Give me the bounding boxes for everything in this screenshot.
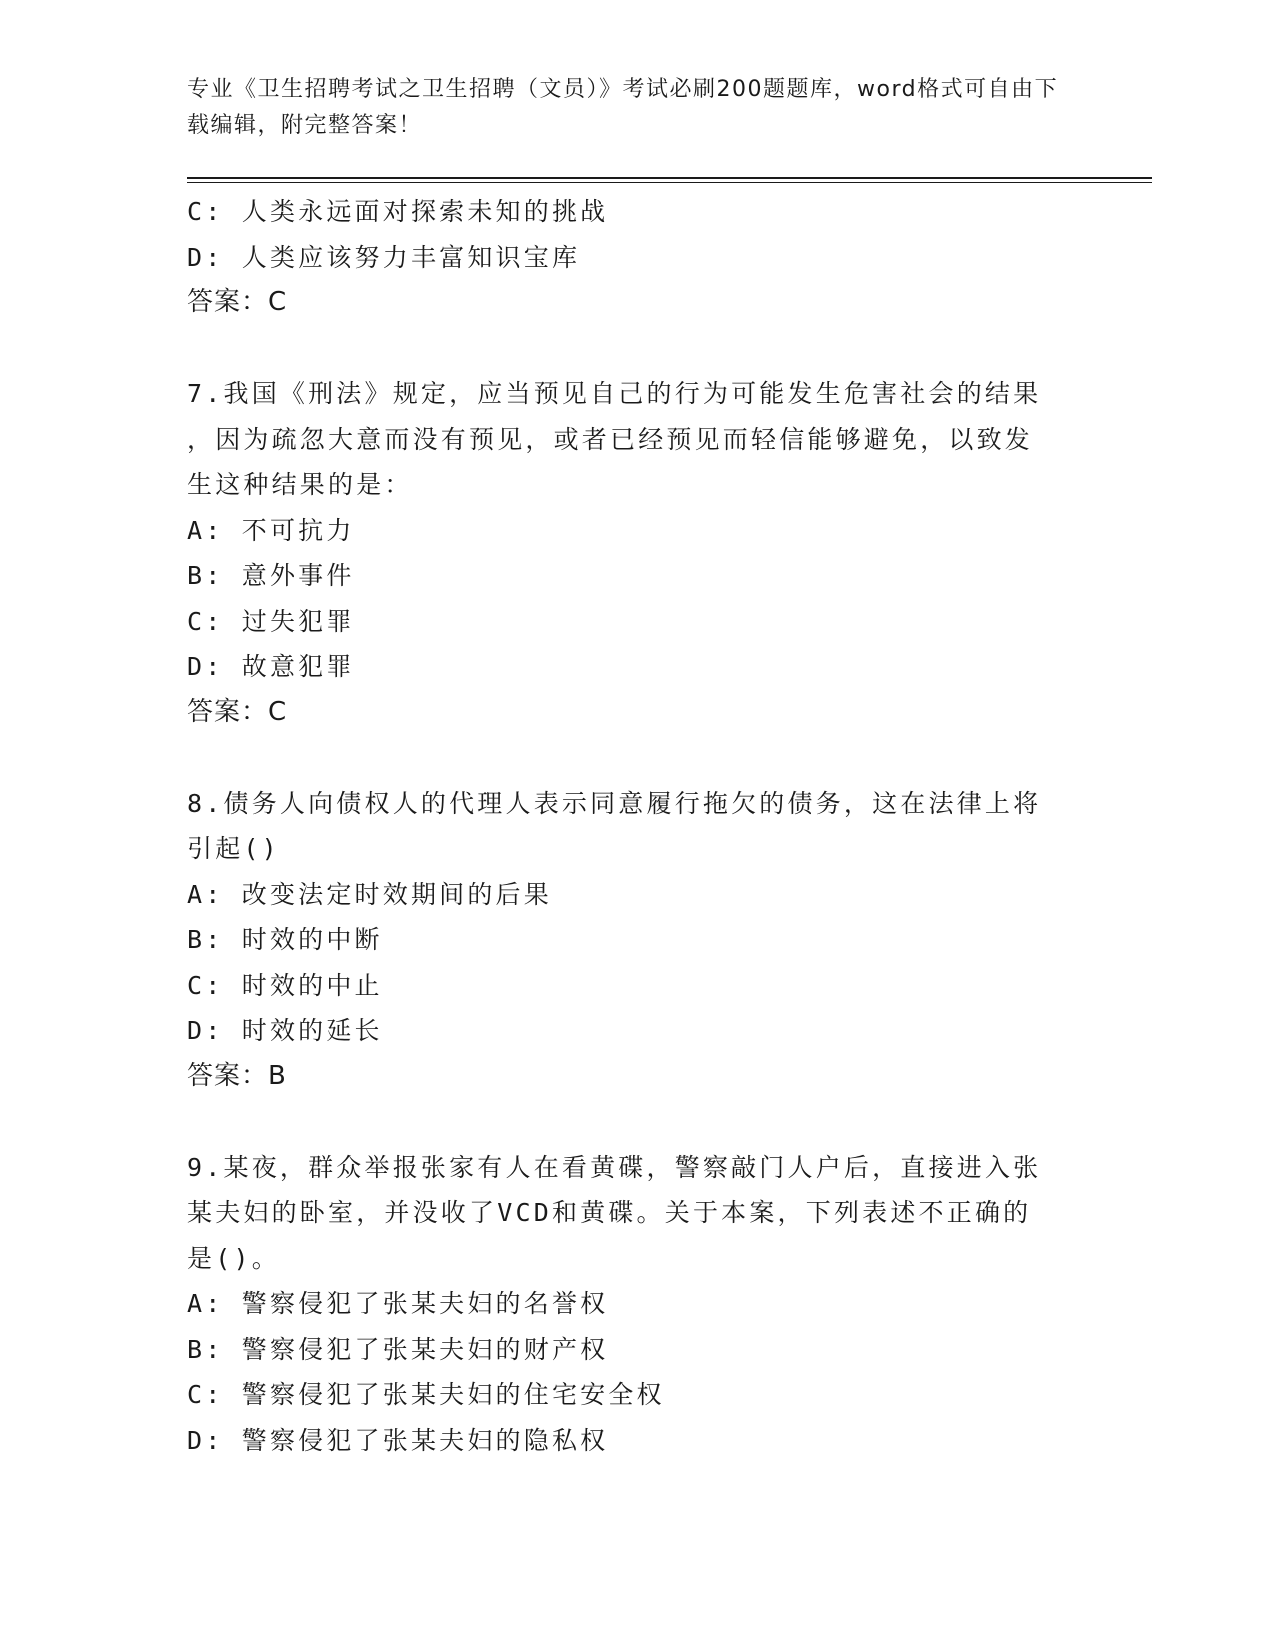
question-stem-line: 引起() xyxy=(187,834,280,863)
question-stem-line: 某夫妇的卧室，并没收了VCD和黄碟。关于本案，下列表述不正确的 xyxy=(187,1198,1032,1227)
option-b: B: 警察侵犯了张某夫妇的财产权 xyxy=(187,1334,609,1364)
option-d: D: 人类应该努力丰富知识宝库 xyxy=(187,242,581,272)
option-d: D: 时效的延长 xyxy=(187,1016,383,1045)
option-a: A: 警察侵犯了张某夫妇的名誉权 xyxy=(187,1289,609,1318)
option-b: B: 意外事件 xyxy=(187,561,355,590)
option-c: C: 时效的中止 xyxy=(187,970,383,1000)
header-rule-thick xyxy=(187,177,1152,179)
option-a: A: 改变法定时效期间的后果 xyxy=(187,879,552,909)
option-c: C: 警察侵犯了张某夫妇的住宅安全权 xyxy=(187,1380,665,1409)
header-rule-thin xyxy=(187,182,1152,183)
question-9 xyxy=(187,1145,1067,1464)
answer: 答案：C xyxy=(187,696,288,727)
question-content xyxy=(187,189,1067,1463)
option-c: C: 人类永远面对探索未知的挑战 xyxy=(187,197,609,226)
question-stem-line: ，因为疏忽大意而没有预见，或者已经预见而轻信能够避免，以致发 xyxy=(187,424,1034,454)
answer: 答案：B xyxy=(187,1060,287,1091)
answer: 答案：C xyxy=(187,287,288,317)
question-stem-line: 8.债务人向债权人的代理人表示同意履行拖欠的债务，这在法律上将 xyxy=(187,788,1042,818)
option-a: A: 不可抗力 xyxy=(187,515,355,545)
question-stem-line: 9.某夜，群众举报张家有人在看黄碟，警察敲门人户后，直接进入张 xyxy=(187,1152,1042,1182)
question-8 xyxy=(187,781,1067,1100)
option-d: D: 故意犯罪 xyxy=(187,652,355,681)
option-c: C: 过失犯罪 xyxy=(187,606,355,636)
option-d: D: 警察侵犯了张某夫妇的隐私权 xyxy=(187,1425,609,1455)
question-stem-line: 是()。 xyxy=(187,1243,280,1273)
question-stem-line: 7.我国《刑法》规定，应当预见自己的行为可能发生危害社会的结果 xyxy=(187,379,1042,408)
question-stem-line: 生这种结果的是： xyxy=(187,470,413,499)
option-b: B: 时效的中断 xyxy=(187,925,383,954)
prev-question xyxy=(187,189,1067,326)
document-header: 专业《卫生招聘考试之卫生招聘（文员）》考试必刷200题题库，word格式可自由下载编辑，附完整答案！ xyxy=(187,77,1059,138)
question-7 xyxy=(187,371,1067,735)
